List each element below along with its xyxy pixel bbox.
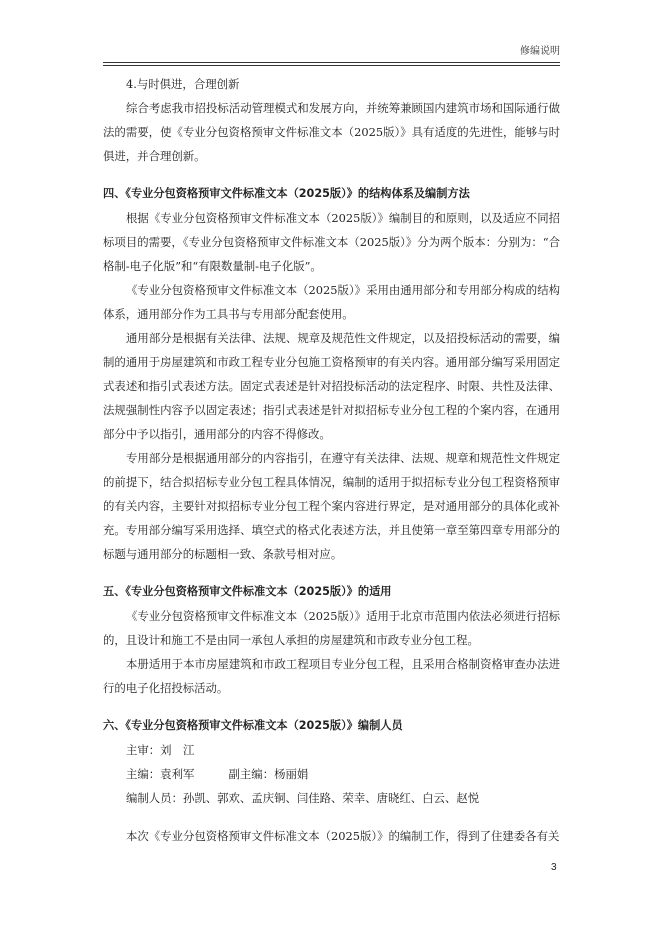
section-6-title: 六、《专业分包资格预审文件标准文本（2025版）》编制人员 (103, 719, 403, 732)
section-4-paragraph-1: 根据《专业分包资格预审文件标准文本（2025版）》编制目的和原则，以及适应不同招标项目的需要，《专业分包资格预审文件标准文本（2025版）》分为两个版本：分别为：“合格制-电子化版”和“有限数量制-电子化版”。 (103, 211, 560, 273)
section-5-paragraph-1: 《专业分包资格预审文件标准文本（2025版）》适用于北京市范围内依法必须进行招标的，且设计和施工不是由同一承包人承担的房屋建筑和市政专业分包工程。 (103, 609, 560, 647)
chief-editors: 主编：袁利军 副主编：杨丽娟 (126, 767, 309, 781)
paragraph-innovation: 综合考虑我市招投标活动管理模式和发展方向，并统筹兼顾国内建筑市场和国际通行做法的需要，使《专业分包资格预审文件标准文本（2025版）》具有适度的先进性，能够与时俱进，并合理创新。 (103, 101, 560, 163)
page-number: 3 (551, 862, 557, 873)
page-header-title: 修编说明 (520, 46, 560, 57)
spacer (103, 168, 560, 182)
section-5-title: 五、《专业分包资格预审文件标准文本（2025版）》的适用 (103, 585, 392, 598)
header-rule-thin (103, 65, 560, 66)
spacer (103, 810, 560, 824)
subheading-innovation: 4.与时俱进，合理创新 (126, 77, 240, 91)
chief-reviewer: 主审：刘 江 (126, 743, 195, 757)
spacer (103, 566, 560, 580)
section-5-paragraph-2: 本册适用于本市房屋建筑和市政工程项目专业分包工程，且采用合格制资格审查办法进行的电子化招投标活动。 (103, 657, 560, 695)
spacer (103, 700, 560, 714)
section-4-paragraph-4: 专用部分是根据通用部分的内容指引，在遵守有关法律、法规、规章和规范性文件规定的前提下，结合拟招标专业分包工程具体情况，编制的适用于拟招标专业分包工程资格预审的有关内容，主要针对拟招标专业分包工程个案内容进行界定，是对通用部分的具体化或补充。专用部分编写采用选择、填空式的格式化表述方法，并且使第一章至第四章专用部分的标题与通用部分的标题相一致、条款号相对应。 (103, 451, 560, 561)
section-4-title: 四、《专业分包资格预审文件标准文本（2025版）》的结构体系及编制方法 (103, 187, 470, 200)
closing-paragraph: 本次《专业分包资格预审文件标准文本（2025版）》的编制工作，得到了住建委各有关 (126, 829, 560, 843)
page-content (103, 72, 560, 848)
section-4-paragraph-2: 《专业分包资格预审文件标准文本（2025版）》采用由通用部分和专用部分构成的结构体系，通用部分作为工具书与专用部分配套使用。 (103, 283, 560, 321)
header-rule-thick (103, 62, 560, 63)
section-4-paragraph-3: 通用部分是根据有关法律、法规、规章及规范性文件规定，以及招投标活动的需要，编制的通用于房屋建筑和市政工程专业分包施工资格预审的有关内容。通用部分编写采用固定式表述和指引式表述方法。固定式表述是针对招投标活动的法定程序、时限、共性及法律、法规强制性内容予以固定表述；指引式表述是针对拟招标专业分包工程的个案内容，在通用部分中予以指引，通用部分的内容不得修改。 (103, 331, 560, 441)
compilers: 编制人员：孙凯、郭欢、孟庆铜、闫佳路、荣幸、唐晓红、白云、赵悦 (126, 791, 480, 805)
